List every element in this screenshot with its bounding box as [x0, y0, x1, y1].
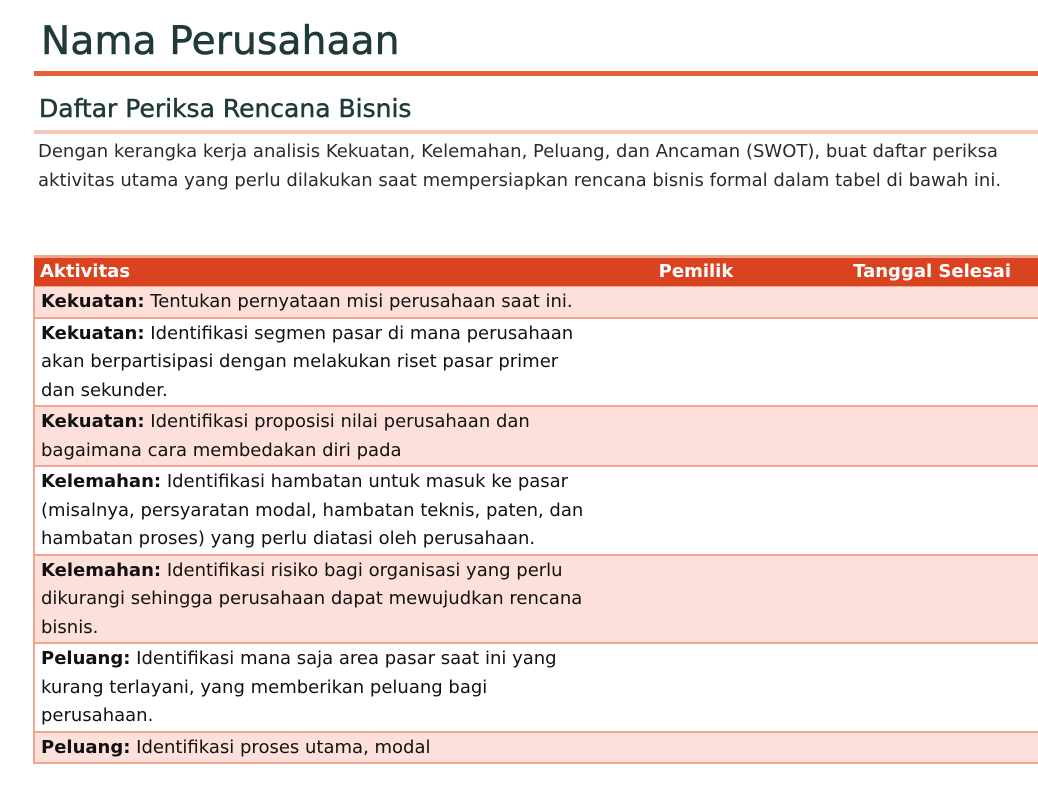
activity-cell[interactable]: [34, 555, 596, 644]
completion-date-cell[interactable]: [796, 555, 1038, 644]
activity-text: Identifikasi hambatan untuk masuk ke pasar (misalnya, persyaratan modal, hambatan teknis, paten, dan hambatan proses) yang perlu diatasi oleh perusahaan.: [41, 471, 584, 549]
activity-text: Identifikasi proses utama, modal: [130, 736, 431, 758]
completion-date-cell[interactable]: [796, 466, 1038, 555]
checklist-table: [33, 255, 1038, 764]
activity-cell[interactable]: [34, 406, 596, 466]
owner-cell[interactable]: [596, 732, 796, 764]
company-name: Nama Perusahaan: [41, 19, 400, 64]
completion-date-cell[interactable]: [796, 287, 1038, 318]
activity-text: Identifikasi segmen pasar di mana perusahaan akan berpartisipasi dengan melakukan riset pasar primer dan sekunder.: [41, 322, 574, 401]
owner-cell[interactable]: [596, 287, 796, 318]
table-row: [34, 555, 1038, 644]
table-row: [34, 287, 1038, 318]
activity-text: Identifikasi mana saja area pasar saat ini yang kurang terlayani, yang memberikan peluang bagi perusahaan.: [41, 648, 557, 726]
column-header-activity: Aktivitas: [34, 257, 596, 287]
owner-cell[interactable]: [596, 555, 796, 644]
column-header-completion-date: Tanggal Selesai: [796, 257, 1038, 287]
table-row: [34, 643, 1038, 732]
activity-text: Identifikasi proposisi nilai perusahaan dan bagaimana cara membedakan diri pada: [41, 411, 530, 461]
completion-date-cell[interactable]: [796, 643, 1038, 732]
subtitle-divider: [34, 130, 1038, 134]
activity-cell[interactable]: [34, 287, 596, 318]
activity-category: Peluang:: [41, 736, 131, 758]
table-row: [34, 732, 1038, 764]
table-row: [34, 318, 1038, 407]
completion-date-cell[interactable]: [796, 406, 1038, 466]
column-header-owner: Pemilik: [596, 257, 796, 287]
table-row: [34, 406, 1038, 466]
activity-cell[interactable]: [34, 466, 596, 555]
intro-paragraph: Dengan kerangka kerja analisis Kekuatan, Kelemahan, Peluang, dan Ancaman (SWOT), buat daftar periksa aktivitas utama yang perlu dilakukan saat mempersiapkan rencana bisnis formal dalam tabel di bawah ini.: [38, 141, 1002, 191]
owner-cell[interactable]: [596, 466, 796, 555]
activity-cell[interactable]: [34, 732, 596, 764]
table-row: [34, 466, 1038, 555]
table-header-row: [34, 257, 1038, 287]
activity-cell[interactable]: [34, 318, 596, 407]
document-title: Daftar Periksa Rencana Bisnis: [39, 94, 412, 123]
activity-category: Peluang:: [41, 648, 131, 669]
completion-date-cell[interactable]: [796, 318, 1038, 407]
owner-cell[interactable]: [596, 643, 796, 732]
activity-category: Kelemahan:: [41, 471, 162, 492]
title-divider: [34, 71, 1038, 76]
owner-cell[interactable]: [596, 318, 796, 407]
completion-date-cell[interactable]: [796, 732, 1038, 764]
activity-category: Kelemahan:: [41, 559, 162, 581]
activity-text: Tentukan pernyataan misi perusahaan saat ini.: [144, 291, 573, 312]
activity-category: Kekuatan:: [41, 322, 145, 344]
activity-cell[interactable]: [34, 643, 596, 732]
activity-category: Kekuatan:: [41, 291, 145, 312]
activity-category: Kekuatan:: [41, 411, 145, 432]
owner-cell[interactable]: [596, 406, 796, 466]
activity-text: Identifikasi risiko bagi organisasi yang perlu dikurangi sehingga perusahaan dapat mewujudkan rencana bisnis.: [41, 559, 583, 638]
